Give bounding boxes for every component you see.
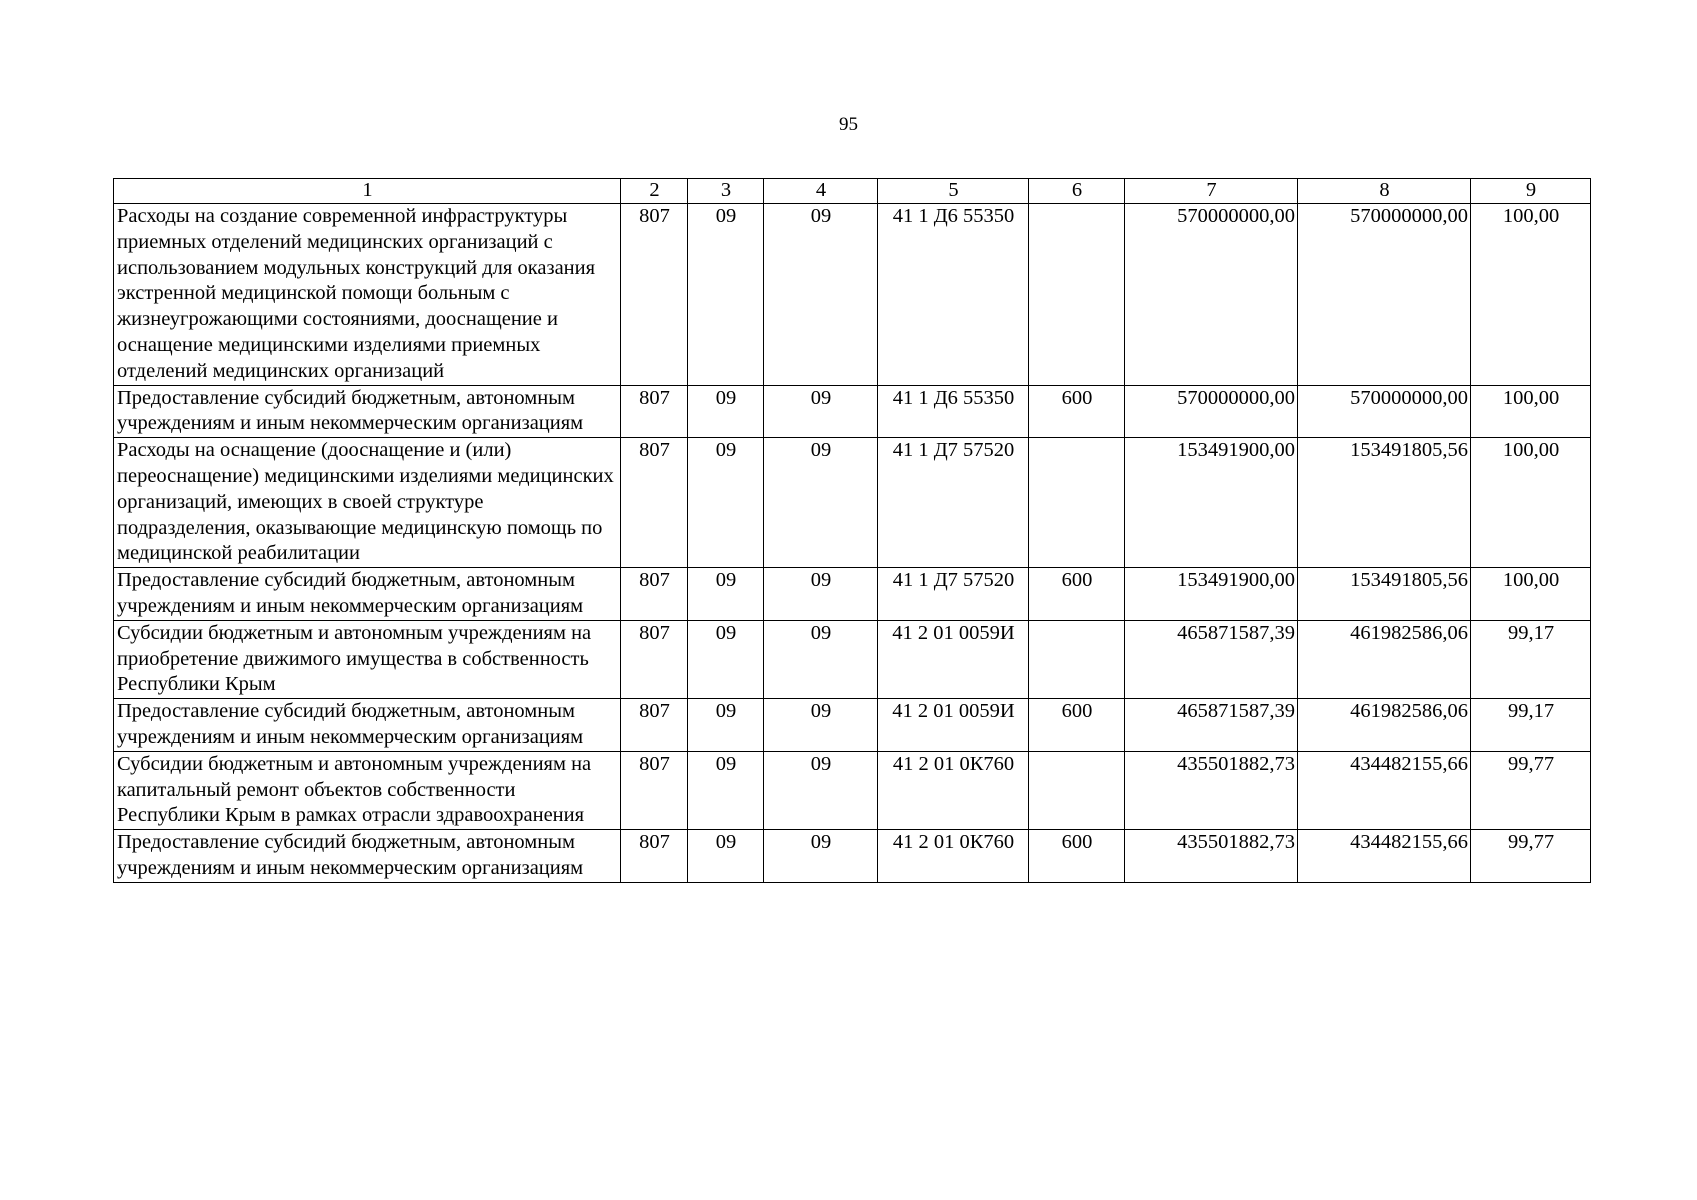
- planned-amount: 570000000,00: [1125, 204, 1298, 386]
- planned-amount: 435501882,73: [1125, 751, 1298, 829]
- table-row: [114, 699, 1591, 752]
- expense-type-code: [1029, 620, 1125, 698]
- section-code: 09: [688, 568, 764, 621]
- row-description: Предоставление субсидий бюджетным, автономным учреждениям и иным некоммерческим организациям: [114, 699, 621, 752]
- target-article-code: 41 2 01 0059И: [878, 699, 1029, 752]
- expense-type-code: 600: [1029, 699, 1125, 752]
- column-header: 2: [621, 179, 688, 204]
- planned-amount: 570000000,00: [1125, 385, 1298, 438]
- header-row: [114, 179, 1591, 204]
- execution-percent: 100,00: [1471, 438, 1591, 568]
- column-header: 8: [1298, 179, 1471, 204]
- section-code: 09: [688, 385, 764, 438]
- row-description: Предоставление субсидий бюджетным, автономным учреждениям и иным некоммерческим организациям: [114, 568, 621, 621]
- executed-amount: 153491805,56: [1298, 438, 1471, 568]
- table-row: [114, 620, 1591, 698]
- section-code: 09: [688, 751, 764, 829]
- expense-type-code: [1029, 438, 1125, 568]
- execution-percent: 99,17: [1471, 699, 1591, 752]
- planned-amount: 153491900,00: [1125, 438, 1298, 568]
- row-description: Субсидии бюджетным и автономным учреждениям на капитальный ремонт объектов собственности Республики Крым в рамках отрасли здравоохранения: [114, 751, 621, 829]
- executed-amount: 570000000,00: [1298, 385, 1471, 438]
- table-row: [114, 830, 1591, 883]
- target-article-code: 41 1 Д7 57520: [878, 438, 1029, 568]
- section-code: 09: [688, 830, 764, 883]
- column-header: 6: [1029, 179, 1125, 204]
- row-description: Субсидии бюджетным и автономным учреждениям на приобретение движимого имущества в собственность Республики Крым: [114, 620, 621, 698]
- row-description: Предоставление субсидий бюджетным, автономным учреждениям и иным некоммерческим организациям: [114, 385, 621, 438]
- ministry-code: 807: [621, 751, 688, 829]
- subsection-code: 09: [764, 568, 878, 621]
- row-description: Расходы на оснащение (дооснащение и (или) переоснащение) медицинскими изделиями медицинских организаций, имеющих в своей структуре подразделения, оказывающие медицинскую помощь по медицинской реабилитации: [114, 438, 621, 568]
- executed-amount: 461982586,06: [1298, 699, 1471, 752]
- table-row: [114, 751, 1591, 829]
- ministry-code: 807: [621, 699, 688, 752]
- target-article-code: 41 2 01 0К760: [878, 751, 1029, 829]
- column-header: 4: [764, 179, 878, 204]
- ministry-code: 807: [621, 620, 688, 698]
- expense-type-code: 600: [1029, 830, 1125, 883]
- column-header: 9: [1471, 179, 1591, 204]
- subsection-code: 09: [764, 751, 878, 829]
- expense-type-code: [1029, 204, 1125, 386]
- execution-percent: 99,77: [1471, 830, 1591, 883]
- execution-percent: 100,00: [1471, 204, 1591, 386]
- row-description: Предоставление субсидий бюджетным, автономным учреждениям и иным некоммерческим организациям: [114, 830, 621, 883]
- table-row: [114, 438, 1591, 568]
- execution-percent: 99,77: [1471, 751, 1591, 829]
- target-article-code: 41 1 Д6 55350: [878, 204, 1029, 386]
- section-code: 09: [688, 204, 764, 386]
- column-header: 3: [688, 179, 764, 204]
- section-code: 09: [688, 699, 764, 752]
- subsection-code: 09: [764, 438, 878, 568]
- subsection-code: 09: [764, 204, 878, 386]
- section-code: 09: [688, 620, 764, 698]
- ministry-code: 807: [621, 438, 688, 568]
- budget-table: [113, 178, 1591, 883]
- ministry-code: 807: [621, 830, 688, 883]
- planned-amount: 153491900,00: [1125, 568, 1298, 621]
- target-article-code: 41 1 Д7 57520: [878, 568, 1029, 621]
- section-code: 09: [688, 438, 764, 568]
- ministry-code: 807: [621, 385, 688, 438]
- row-description: Расходы на создание современной инфраструктуры приемных отделений медицинских организаций с использованием модульных конструкций для оказания экстренной медицинской помощи больным с жизнеугрожающими состояниями, дооснащение и оснащение медицинскими изделиями приемных отделений медицинских организаций: [114, 204, 621, 386]
- executed-amount: 153491805,56: [1298, 568, 1471, 621]
- planned-amount: 465871587,39: [1125, 699, 1298, 752]
- executed-amount: 434482155,66: [1298, 830, 1471, 883]
- subsection-code: 09: [764, 620, 878, 698]
- target-article-code: 41 2 01 0К760: [878, 830, 1029, 883]
- expense-type-code: 600: [1029, 568, 1125, 621]
- page-number: 95: [839, 114, 858, 135]
- table-row: [114, 204, 1591, 386]
- subsection-code: 09: [764, 699, 878, 752]
- expense-type-code: 600: [1029, 385, 1125, 438]
- subsection-code: 09: [764, 385, 878, 438]
- subsection-code: 09: [764, 830, 878, 883]
- column-header: 1: [114, 179, 621, 204]
- table-row: [114, 568, 1591, 621]
- target-article-code: 41 1 Д6 55350: [878, 385, 1029, 438]
- expense-type-code: [1029, 751, 1125, 829]
- execution-percent: 100,00: [1471, 568, 1591, 621]
- column-header: 5: [878, 179, 1029, 204]
- executed-amount: 434482155,66: [1298, 751, 1471, 829]
- column-header: 7: [1125, 179, 1298, 204]
- ministry-code: 807: [621, 568, 688, 621]
- target-article-code: 41 2 01 0059И: [878, 620, 1029, 698]
- executed-amount: 570000000,00: [1298, 204, 1471, 386]
- execution-percent: 100,00: [1471, 385, 1591, 438]
- execution-percent: 99,17: [1471, 620, 1591, 698]
- planned-amount: 435501882,73: [1125, 830, 1298, 883]
- table-row: [114, 385, 1591, 438]
- planned-amount: 465871587,39: [1125, 620, 1298, 698]
- executed-amount: 461982586,06: [1298, 620, 1471, 698]
- ministry-code: 807: [621, 204, 688, 386]
